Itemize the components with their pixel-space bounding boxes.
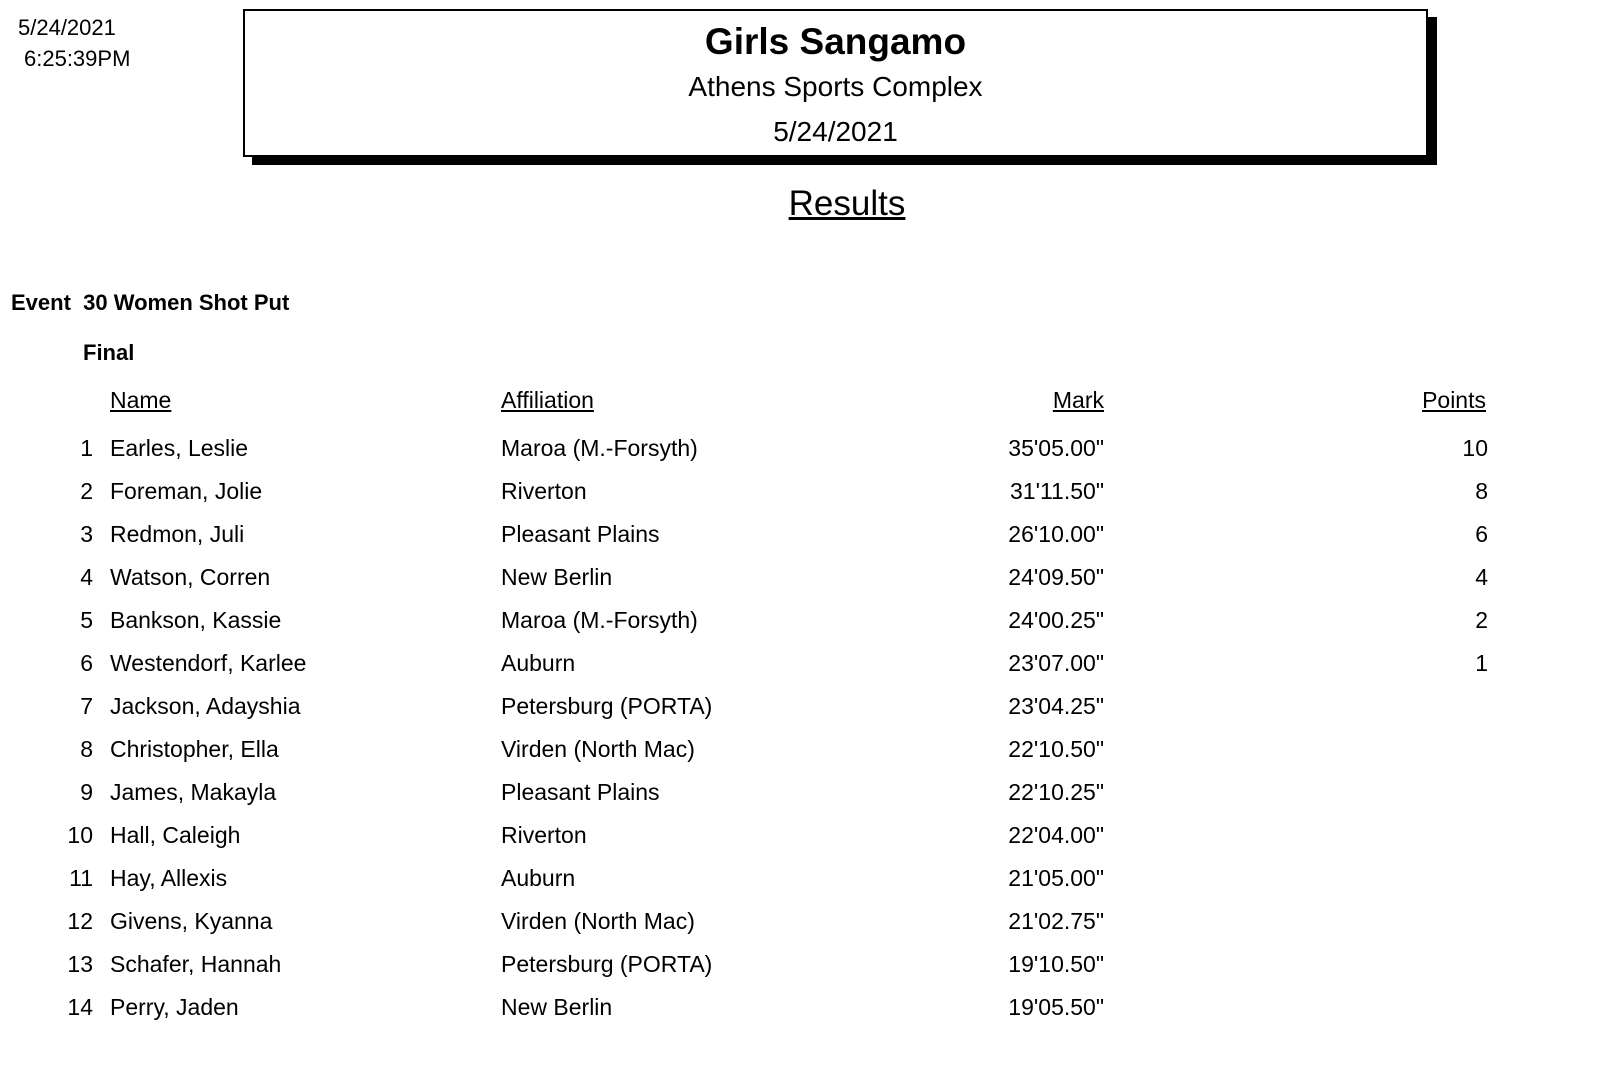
place-cell: 2 xyxy=(80,478,93,504)
affiliation-cell: Petersburg (PORTA) xyxy=(501,693,713,719)
athlete-name-cell: Givens, Kyanna xyxy=(110,908,273,934)
athlete-name-cell: Hall, Caleigh xyxy=(110,822,241,848)
athlete-name-cell: Bankson, Kassie xyxy=(110,607,282,633)
athlete-name-cell: Schafer, Hannah xyxy=(110,951,282,977)
affiliation-cell: Riverton xyxy=(501,822,587,848)
mark-cell: 26'10.00" xyxy=(1008,521,1104,547)
table-row xyxy=(0,684,1598,727)
table-row xyxy=(0,641,1598,684)
athlete-name-cell: Redmon, Juli xyxy=(110,521,245,547)
mark-cell: 21'05.00" xyxy=(1008,865,1104,891)
affiliation-cell: Pleasant Plains xyxy=(501,779,660,805)
athlete-name-cell: Perry, Jaden xyxy=(110,994,239,1020)
table-row xyxy=(0,555,1598,598)
points-cell: 6 xyxy=(1475,521,1488,547)
points-cell: 4 xyxy=(1475,564,1488,590)
affiliation-cell: Auburn xyxy=(501,865,576,891)
athlete-name-cell: Jackson, Adayshia xyxy=(110,693,301,719)
column-header-name: Name xyxy=(110,387,172,413)
mark-cell: 21'02.75" xyxy=(1008,908,1104,934)
table-row xyxy=(0,899,1598,942)
mark-cell: 19'10.50" xyxy=(1008,951,1104,977)
table-row xyxy=(0,512,1598,555)
affiliation-cell: Maroa (M.-Forsyth) xyxy=(501,607,698,633)
print-timestamp xyxy=(18,12,130,74)
table-row xyxy=(0,598,1598,641)
place-cell: 9 xyxy=(80,779,93,805)
affiliation-cell: Virden (North Mac) xyxy=(501,908,695,934)
table-row xyxy=(0,942,1598,985)
place-cell: 14 xyxy=(67,994,93,1020)
athlete-name-cell: Hay, Allexis xyxy=(110,865,228,891)
table-row xyxy=(0,426,1598,469)
meet-name: Girls Sangamo xyxy=(704,21,967,62)
athlete-name-cell: Foreman, Jolie xyxy=(110,478,263,504)
event-title: Event 30 Women Shot Put xyxy=(11,290,290,315)
affiliation-cell: Maroa (M.-Forsyth) xyxy=(501,435,698,461)
round-title: Final xyxy=(83,340,135,365)
meet-venue: Athens Sports Complex xyxy=(688,71,983,102)
affiliation-cell: Riverton xyxy=(501,478,587,504)
place-cell: 5 xyxy=(80,607,93,633)
place-cell: 12 xyxy=(67,908,93,934)
column-header-affiliation: Affiliation xyxy=(501,387,594,413)
affiliation-cell: Virden (North Mac) xyxy=(501,736,695,762)
print-time: 6:25:39PM xyxy=(24,46,131,71)
table-row xyxy=(0,727,1598,770)
place-cell: 13 xyxy=(67,951,93,977)
column-header-mark: Mark xyxy=(1052,387,1104,413)
print-date: 5/24/2021 xyxy=(18,15,116,40)
mark-cell: 22'04.00" xyxy=(1008,822,1104,848)
place-cell: 10 xyxy=(67,822,93,848)
mark-cell: 19'05.50" xyxy=(1008,994,1104,1020)
place-cell: 4 xyxy=(80,564,93,590)
affiliation-cell: New Berlin xyxy=(501,564,613,590)
athlete-name-cell: Watson, Corren xyxy=(110,564,271,590)
affiliation-cell: Auburn xyxy=(501,650,576,676)
meet-header xyxy=(243,9,1428,157)
points-cell: 8 xyxy=(1475,478,1488,504)
affiliation-cell: Petersburg (PORTA) xyxy=(501,951,713,977)
meet-date: 5/24/2021 xyxy=(773,116,898,147)
mark-cell: 31'11.50" xyxy=(1010,478,1104,504)
mark-cell: 24'09.50" xyxy=(1008,564,1104,590)
points-cell: 1 xyxy=(1475,650,1488,676)
table-row xyxy=(0,985,1598,1028)
mark-cell: 22'10.50" xyxy=(1008,736,1104,762)
mark-cell: 23'04.25" xyxy=(1008,693,1104,719)
place-cell: 11 xyxy=(69,865,93,891)
place-cell: 1 xyxy=(80,435,93,461)
athlete-name-cell: Christopher, Ella xyxy=(110,736,279,762)
place-cell: 8 xyxy=(80,736,93,762)
points-cell: 10 xyxy=(1462,435,1488,461)
column-header-points: Points xyxy=(1422,387,1486,413)
points-cell: 2 xyxy=(1475,607,1488,633)
table-row xyxy=(0,770,1598,813)
results-table xyxy=(0,426,1598,1028)
table-row xyxy=(0,469,1598,512)
table-row xyxy=(0,813,1598,856)
table-row xyxy=(0,856,1598,899)
athlete-name-cell: James, Makayla xyxy=(110,779,277,805)
athlete-name-cell: Earles, Leslie xyxy=(110,435,249,461)
affiliation-cell: Pleasant Plains xyxy=(501,521,660,547)
athlete-name-cell: Westendorf, Karlee xyxy=(110,650,307,676)
mark-cell: 23'07.00" xyxy=(1008,650,1104,676)
affiliation-cell: New Berlin xyxy=(501,994,613,1020)
place-cell: 7 xyxy=(80,693,93,719)
mark-cell: 35'05.00" xyxy=(1008,435,1104,461)
mark-cell: 24'00.25" xyxy=(1008,607,1104,633)
place-cell: 3 xyxy=(80,521,93,547)
mark-cell: 22'10.25" xyxy=(1008,779,1104,805)
page-title: Results xyxy=(788,184,906,223)
place-cell: 6 xyxy=(80,650,93,676)
